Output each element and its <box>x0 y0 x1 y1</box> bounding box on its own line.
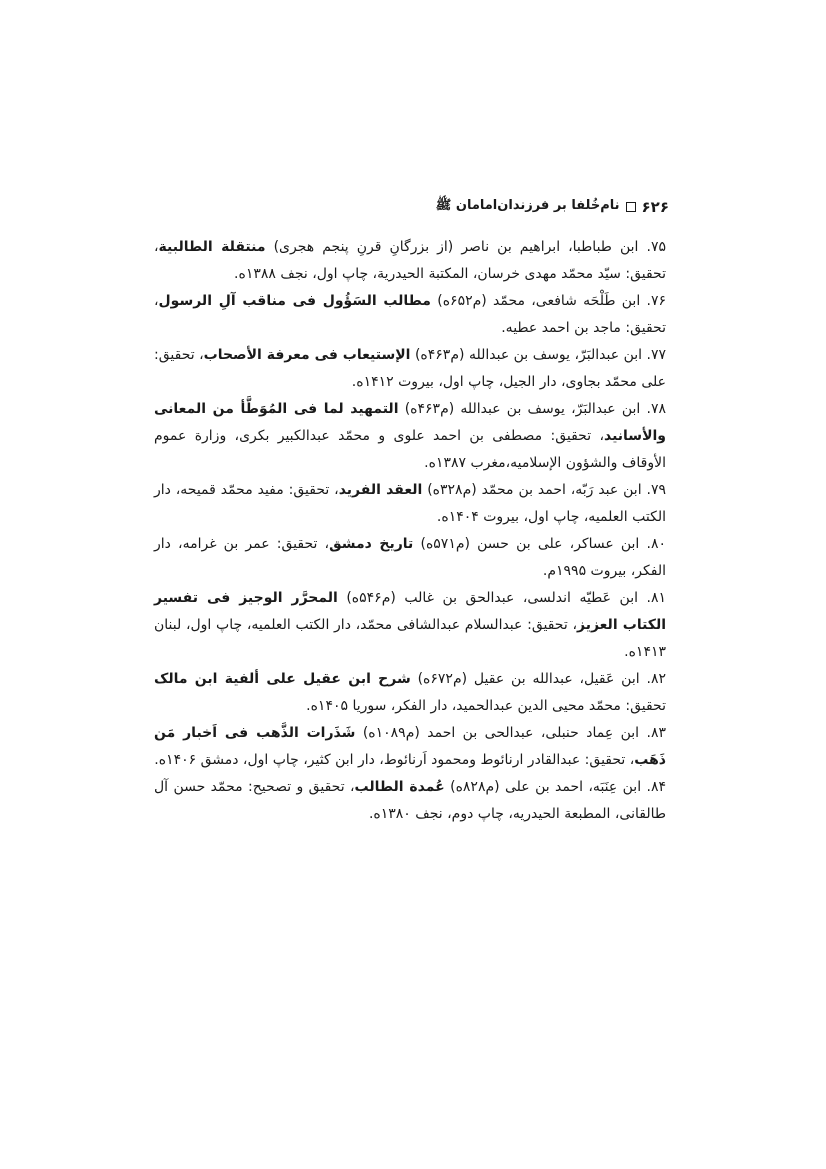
entry-number: ۸۴. <box>646 779 666 795</box>
bibliography-entry <box>154 720 666 774</box>
entry-text: ابن عَطیّه اندلسی، عبدالحق بن غالب (م۵۴۶ه) <box>337 590 647 606</box>
bibliography-entry <box>154 477 666 531</box>
page-number: ۶۲۶ <box>641 197 669 216</box>
entry-text: ابن طباطبا، ابراهیم بن ناصر (از بزرگانِ قرنِ پنجم هجری) <box>265 239 647 255</box>
bibliography-entry <box>154 288 666 342</box>
entry-number: ۷۹. <box>646 482 666 498</box>
bibliography-entry <box>154 234 666 288</box>
entry-title: عُمدة الطالب <box>354 779 445 795</box>
entry-title: تاریخ دمشق <box>329 536 414 552</box>
bibliography-list <box>154 234 666 828</box>
entry-details: ، تحقیق: عبدالقادر ارنائوط ومحمود اَرنائوط، دار ابن کثیر، چاپ اول، دمشق ۱۴۰۶ه. <box>154 752 635 768</box>
entry-number: ۷۷. <box>646 347 667 363</box>
entry-details: ، تحقیق: مصطفی بن احمد علوی و محمّد عبدالکبیر بکری، وزارة عموم الأوقاف والشؤون الإسلامیه،مغرب ۱۳۸۷ه. <box>154 428 666 471</box>
entry-title: الإستیعاب فی معرفة الأصحاب <box>203 347 411 363</box>
entry-number: ۸۰. <box>646 536 666 552</box>
entry-title: منتقلة الطالبیة <box>158 239 266 255</box>
entry-text: ابن عساکر، علی بن حسن (م۵۷۱ه) <box>413 536 647 552</box>
entry-details: ، تحقیق و تصحیح: محمّد حسن آل طالقانی، المطبعة الحیدریه، چاپ دوم، نجف ۱۳۸۰ه. <box>154 779 666 822</box>
entry-title: التمهید لما فی المُوَطَّأ من المعانی والأسانید <box>154 401 666 444</box>
entry-number: ۸۳. <box>646 725 666 741</box>
bibliography-entry <box>154 585 666 666</box>
entry-number: ۷۸. <box>646 401 666 417</box>
entry-number: ۷۵. <box>646 239 666 255</box>
header-title: نام‌خُلفا بر فرزندان‌امامان ﷺ <box>435 198 620 213</box>
entry-details: ، تحقیق: سیّد محمّد مهدی خرسان، المکتبة الحیدریة، چاپ اول، نجف ۱۳۸۸ه. <box>154 239 666 282</box>
entry-text: ابن عِماد حنبلی، عبدالحی بن احمد (م۱۰۸۹ه) <box>355 725 647 741</box>
bibliography-entry <box>154 666 666 720</box>
entry-details: تحقیق: محمّد محیی الدین عبدالحمید، دار الفکر، سوریا ۱۴۰۵ه. <box>306 698 666 714</box>
bibliography-entry <box>154 342 666 396</box>
entry-details: ، تحقیق: علی محمّد بجاوی، دار الجیل، چاپ اول، بیروت ۱۴۱۲ه. <box>154 347 666 390</box>
entry-text: ابن عبدالبَرّ، یوسف بن عبدالله (م۴۶۳ه) <box>398 401 647 417</box>
bibliography-entry <box>154 774 666 828</box>
running-header <box>436 197 669 216</box>
entry-title: شرح ابن عقیل علی ألفیة ابن مالک <box>154 671 411 687</box>
entry-number: ۸۱. <box>646 590 666 606</box>
entry-number: ۷۶. <box>646 293 666 309</box>
entry-details: ، تحقیق: مفید محمّد قمیحه، دار الکتب العلمیه، چاپ اول، بیروت ۱۴۰۴ه. <box>154 482 666 525</box>
entry-title: العقد الفرید <box>338 482 423 498</box>
entry-text: ابن طَلْحَه شافعی، محمّد (م۶۵۲ه) <box>430 293 647 309</box>
entry-number: ۸۲. <box>646 671 666 687</box>
entry-title: مطالب السَؤُول فی مناقب آلِ الرسول <box>158 293 431 309</box>
entry-text: ابن عبد رَبّه، احمد بن محمّد (م۳۲۸ه) <box>422 482 647 498</box>
entry-details: ، تحقیق: عمر بن غرامه، دار الفکر، بیروت ۱۹۹۵م. <box>154 536 666 579</box>
entry-title: المحرَّر الوجیز فی تفسیر الکتاب العزیز <box>154 590 666 633</box>
entry-title: شَذَرات الذَّهب فی اَخبار مَن ذَهَب <box>154 725 666 768</box>
bibliography-entry <box>154 396 666 477</box>
bibliography-entry <box>154 531 666 585</box>
entry-details: ، تحقیق: ماجد بن احمد عطیه. <box>154 293 666 336</box>
entry-text: ابن عِنَبَه، احمد بن علی (م۸۲۸ه) <box>444 779 647 795</box>
entry-text: ابن عبدالبَرّ، یوسف بن عبدالله (م۴۶۳ه) <box>410 347 647 363</box>
entry-details: ، تحقیق: عبدالسلام عبدالشافی محمّد، دار الکتب العلمیه، چاپ اول، لبنان ۱۴۱۳ه. <box>154 617 666 660</box>
entry-text: ابن عَقیل، عبدالله بن عقیل (م۶۷۲ه) <box>410 671 647 687</box>
square-icon <box>626 202 636 212</box>
